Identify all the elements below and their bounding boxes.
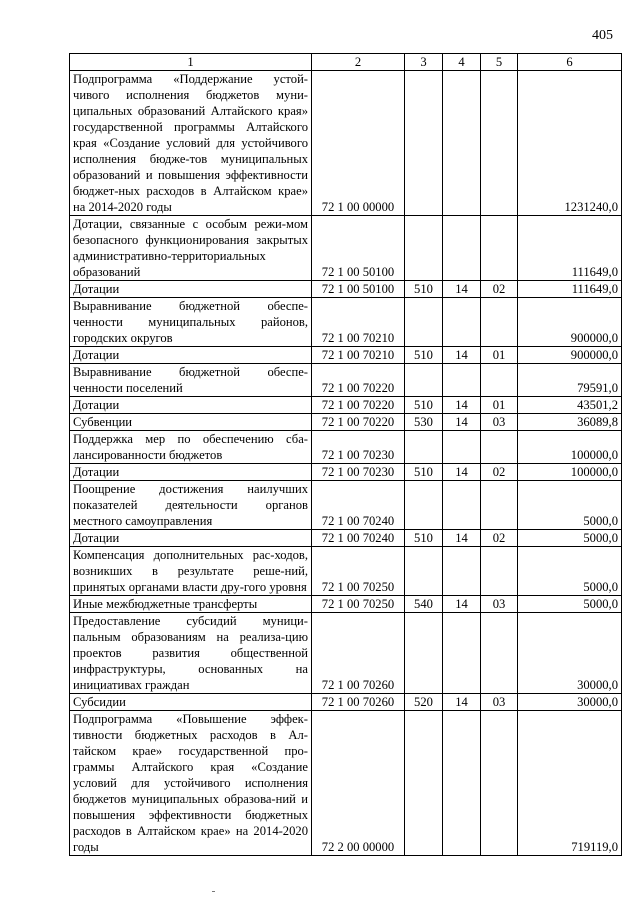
row-col-5: 01 — [481, 397, 518, 414]
row-col-5 — [481, 216, 518, 281]
row-code: 72 1 00 70230 — [312, 464, 405, 481]
row-col-4: 14 — [443, 397, 481, 414]
table-row — [70, 397, 622, 414]
row-amount: 719119,0 — [518, 711, 622, 856]
row-amount: 5000,0 — [518, 481, 622, 530]
row-col-5 — [481, 711, 518, 856]
row-name: Дотации — [70, 530, 312, 547]
row-amount: 43501,2 — [518, 397, 622, 414]
row-col-4: 14 — [443, 347, 481, 364]
row-code: 72 1 00 70220 — [312, 414, 405, 431]
row-code: 72 1 00 70240 — [312, 530, 405, 547]
col-header-4: 4 — [443, 54, 481, 71]
row-code: 72 1 00 70230 — [312, 431, 405, 464]
row-col-3 — [405, 613, 443, 694]
row-col-3: 510 — [405, 464, 443, 481]
row-code: 72 1 00 70260 — [312, 694, 405, 711]
row-col-5 — [481, 547, 518, 596]
col-header-2: 2 — [312, 54, 405, 71]
row-name: Подпрограмма «Повышение эффек-тивности бюджетных расходов в Ал-тайском крае» государственной про-граммы Алтайского края «Создание условий для устойчивого исполнения бюджетов муниципальных образова-ний и повышения эффективности бюджетных расходов в Алтайском крае» на 2014-2020 годы — [70, 711, 312, 856]
row-col-3: 510 — [405, 397, 443, 414]
row-col-4 — [443, 298, 481, 347]
row-col-4: 14 — [443, 530, 481, 547]
row-col-3 — [405, 364, 443, 397]
row-amount: 111649,0 — [518, 216, 622, 281]
row-name: Поддержка мер по обеспечению сба-лансированности бюджетов — [70, 431, 312, 464]
page-number: 405 — [592, 28, 613, 43]
row-col-3 — [405, 298, 443, 347]
row-name: Компенсация дополнительных рас-ходов, возникших в результате реше-ний, принятых органами власти дру-гого уровня — [70, 547, 312, 596]
row-code: 72 1 00 70260 — [312, 613, 405, 694]
row-code: 72 1 00 70220 — [312, 364, 405, 397]
row-amount: 79591,0 — [518, 364, 622, 397]
row-col-4: 14 — [443, 694, 481, 711]
row-col-3: 540 — [405, 596, 443, 613]
row-col-4: 14 — [443, 596, 481, 613]
row-col-3 — [405, 71, 443, 216]
table-row — [70, 281, 622, 298]
row-name: Выравнивание бюджетной обеспе-ченности муниципальных районов, городских округов — [70, 298, 312, 347]
row-code: 72 1 00 50100 — [312, 216, 405, 281]
table-row — [70, 711, 622, 856]
row-code: 72 2 00 00000 — [312, 711, 405, 856]
row-code: 72 1 00 70210 — [312, 347, 405, 364]
row-name: Дотации — [70, 281, 312, 298]
table-row — [70, 431, 622, 464]
table-row — [70, 216, 622, 281]
table-row — [70, 596, 622, 613]
row-code: 72 1 00 00000 — [312, 71, 405, 216]
row-col-5: 03 — [481, 414, 518, 431]
row-col-5 — [481, 364, 518, 397]
row-col-4 — [443, 613, 481, 694]
row-col-5 — [481, 431, 518, 464]
row-name: Подпрограмма «Поддержание устой-чивого исполнения бюджетов муни-ципальных образований Алтайского края» государственной программы Алтайского края «Создание условий для устойчивого исполнения бюдже-тов муниципальных образований и повышения эффективности бюджет-ных расходов в Алтайском крае» на 2014-2020 годы — [70, 71, 312, 216]
budget-table — [69, 53, 622, 856]
table-row — [70, 464, 622, 481]
row-amount: 100000,0 — [518, 431, 622, 464]
row-amount: 30000,0 — [518, 613, 622, 694]
row-col-4: 14 — [443, 281, 481, 298]
row-code: 72 1 00 70250 — [312, 547, 405, 596]
row-code: 72 1 00 70240 — [312, 481, 405, 530]
row-amount: 5000,0 — [518, 596, 622, 613]
row-col-5: 03 — [481, 694, 518, 711]
row-amount: 36089,8 — [518, 414, 622, 431]
row-amount: 5000,0 — [518, 547, 622, 596]
row-col-3 — [405, 216, 443, 281]
row-col-5: 02 — [481, 464, 518, 481]
row-col-4 — [443, 216, 481, 281]
table-row — [70, 414, 622, 431]
table-row — [70, 694, 622, 711]
row-col-3: 510 — [405, 347, 443, 364]
row-col-5: 02 — [481, 281, 518, 298]
row-col-5 — [481, 71, 518, 216]
row-amount: 1231240,0 — [518, 71, 622, 216]
row-amount: 111649,0 — [518, 281, 622, 298]
row-col-4 — [443, 481, 481, 530]
row-code: 72 1 00 70210 — [312, 298, 405, 347]
col-header-5: 5 — [481, 54, 518, 71]
row-col-3: 520 — [405, 694, 443, 711]
scan-mark — [212, 891, 215, 892]
table-row — [70, 547, 622, 596]
row-col-5: 02 — [481, 530, 518, 547]
row-col-4 — [443, 364, 481, 397]
table-row — [70, 364, 622, 397]
row-amount: 900000,0 — [518, 347, 622, 364]
row-name: Дотации, связанные с особым режи-мом безопасного функционирования закрытых административно-территориальных образований — [70, 216, 312, 281]
row-col-3: 510 — [405, 281, 443, 298]
row-name: Иные межбюджетные трансферты — [70, 596, 312, 613]
row-col-4: 14 — [443, 464, 481, 481]
row-col-4 — [443, 711, 481, 856]
row-col-5 — [481, 481, 518, 530]
table-row — [70, 347, 622, 364]
row-col-4 — [443, 431, 481, 464]
row-amount: 900000,0 — [518, 298, 622, 347]
table-row — [70, 530, 622, 547]
row-code: 72 1 00 70250 — [312, 596, 405, 613]
row-col-3 — [405, 711, 443, 856]
col-header-1: 1 — [70, 54, 312, 71]
row-name: Поощрение достижения наилучших показателей деятельности органов местного самоуправления — [70, 481, 312, 530]
col-header-6: 6 — [518, 54, 622, 71]
row-col-3 — [405, 481, 443, 530]
row-code: 72 1 00 70220 — [312, 397, 405, 414]
table-row — [70, 481, 622, 530]
row-col-4 — [443, 547, 481, 596]
row-name: Выравнивание бюджетной обеспе-ченности поселений — [70, 364, 312, 397]
row-name: Субвенции — [70, 414, 312, 431]
row-col-3: 530 — [405, 414, 443, 431]
row-name: Субсидии — [70, 694, 312, 711]
row-col-4 — [443, 71, 481, 216]
col-header-3: 3 — [405, 54, 443, 71]
row-col-5 — [481, 613, 518, 694]
row-name: Дотации — [70, 397, 312, 414]
row-amount: 5000,0 — [518, 530, 622, 547]
row-col-3: 510 — [405, 530, 443, 547]
row-name: Предоставление субсидий муници-пальным образованиям на реализа-цию проектов развития общественной инфраструктуры, основанных на инициативах граждан — [70, 613, 312, 694]
row-col-5 — [481, 298, 518, 347]
table-row — [70, 298, 622, 347]
row-amount: 30000,0 — [518, 694, 622, 711]
row-col-5: 01 — [481, 347, 518, 364]
row-col-3 — [405, 547, 443, 596]
header-row — [70, 54, 622, 71]
row-amount: 100000,0 — [518, 464, 622, 481]
row-code: 72 1 00 50100 — [312, 281, 405, 298]
table-row — [70, 71, 622, 216]
row-col-5: 03 — [481, 596, 518, 613]
table-row — [70, 613, 622, 694]
row-name: Дотации — [70, 347, 312, 364]
row-col-4: 14 — [443, 414, 481, 431]
row-col-3 — [405, 431, 443, 464]
row-name: Дотации — [70, 464, 312, 481]
